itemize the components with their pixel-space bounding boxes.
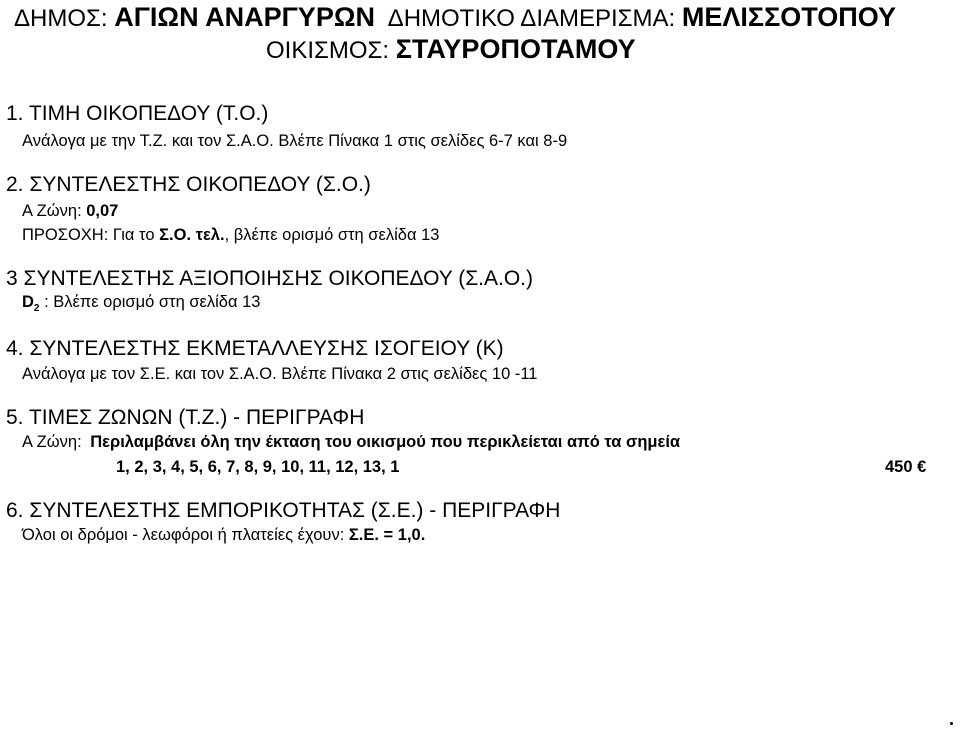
page-dot xyxy=(950,722,953,725)
municipality-name: ΑΓΙΩΝ ΑΝΑΡΓΥΡΩΝ xyxy=(114,2,375,32)
d-label: D xyxy=(22,293,34,311)
section-2-note xyxy=(22,227,439,244)
section-4-text: Ανάλογα με τον Σ.Ε. και τον Σ.Α.Ο. Βλέπε Πίνακα 2 στις σελίδες 10 -11 xyxy=(22,365,538,383)
section-6-value: Σ.Ε. = 1,0. xyxy=(348,526,426,544)
settlement-label: ΟΙΚΙΣΜΟΣ: xyxy=(266,37,390,64)
zone-a-label: Α Ζώνη: xyxy=(22,433,82,451)
section-2-zone xyxy=(22,203,118,220)
settlement-name: ΣΤΑΥΡΟΠΟΤΑΜΟΥ xyxy=(395,34,636,64)
section-6-title: 6. ΣΥΝΤΕΛΕΣΤΗΣ ΕΜΠΟΡΙΚΟΤΗΤΑΣ (Σ.Ε.) - ΠΕΡΙΓΡΑΦΗ xyxy=(6,499,561,522)
note-label: ΠΡΟΣΟΧΗ: xyxy=(22,226,109,244)
note-text-b: , βλέπε ορισμό στη σελίδα 13 xyxy=(224,226,440,244)
d-text: : Βλέπε ορισμό στη σελίδα 13 xyxy=(44,293,261,311)
note-bold: Σ.Ο. τελ. xyxy=(159,226,225,244)
euro-icon: € xyxy=(917,458,927,476)
section-5-title: 5. ΤΙΜΕΣ ΖΩΝΩΝ (Τ.Ζ.) - ΠΕΡΙΓΡΑΦΗ xyxy=(6,406,365,429)
district-name: ΜΕΛΙΣΣΟΤΟΠΟΥ xyxy=(681,2,897,32)
note-text-a: Για το xyxy=(112,226,155,244)
d-subscript: 2 xyxy=(33,303,40,314)
zone-value: 0,07 xyxy=(86,202,119,220)
zone-label: Α Ζώνη: xyxy=(22,202,82,220)
header-line-1 xyxy=(14,4,896,31)
section-3-title: 3 ΣΥΝΤΕΛΕΣΤΗΣ ΑΞΙΟΠΟΙΗΣΗΣ ΟΙΚΟΠΕΔΟΥ (Σ.Α.Ο.) xyxy=(6,267,534,290)
municipality-label: ΔΗΜΟΣ: xyxy=(14,5,108,32)
district-label: ΔΗΜΟΤΙΚΟ ΔΙΑΜΕΡΙΣΜΑ: xyxy=(387,5,676,32)
zone-a-points: 1, 2, 3, 4, 5, 6, 7, 8, 9, 10, 11, 12, 13, 1 xyxy=(116,458,400,476)
section-1-text: Ανάλογα με την Τ.Ζ. και τον Σ.Α.Ο. Βλέπε Πίνακα 1 στις σελίδες 6-7 και 8-9 xyxy=(22,132,568,150)
header-line-2 xyxy=(266,36,636,63)
zone-a-price xyxy=(885,459,926,476)
section-6-text xyxy=(22,527,425,544)
section-2-title: 2. ΣΥΝΤΕΛΕΣΤΗΣ ΟΙΚΟΠΕΔΟΥ (Σ.Ο.) xyxy=(6,173,371,196)
section-1-title: 1. ΤΙΜΗ ΟΙΚΟΠΕΔΟΥ (Τ.Ο.) xyxy=(6,102,269,125)
zone-a-description: Περιλαμβάνει όλη την έκταση του οικισμού που περικλείεται από τα σημεία xyxy=(90,433,681,451)
section-4-title: 4. ΣΥΝΤΕΛΕΣΤΗΣ ΕΚΜΕΤΑΛΛΕΥΣΗΣ ΙΣΟΓΕΙΟΥ (Κ) xyxy=(6,337,504,360)
price-value: 450 xyxy=(885,458,913,476)
section-5-zone xyxy=(22,434,680,451)
section-3-text xyxy=(22,293,261,314)
section-6-description: Όλοι οι δρόμοι - λεωφόροι ή πλατείες έχουν: xyxy=(22,526,345,544)
